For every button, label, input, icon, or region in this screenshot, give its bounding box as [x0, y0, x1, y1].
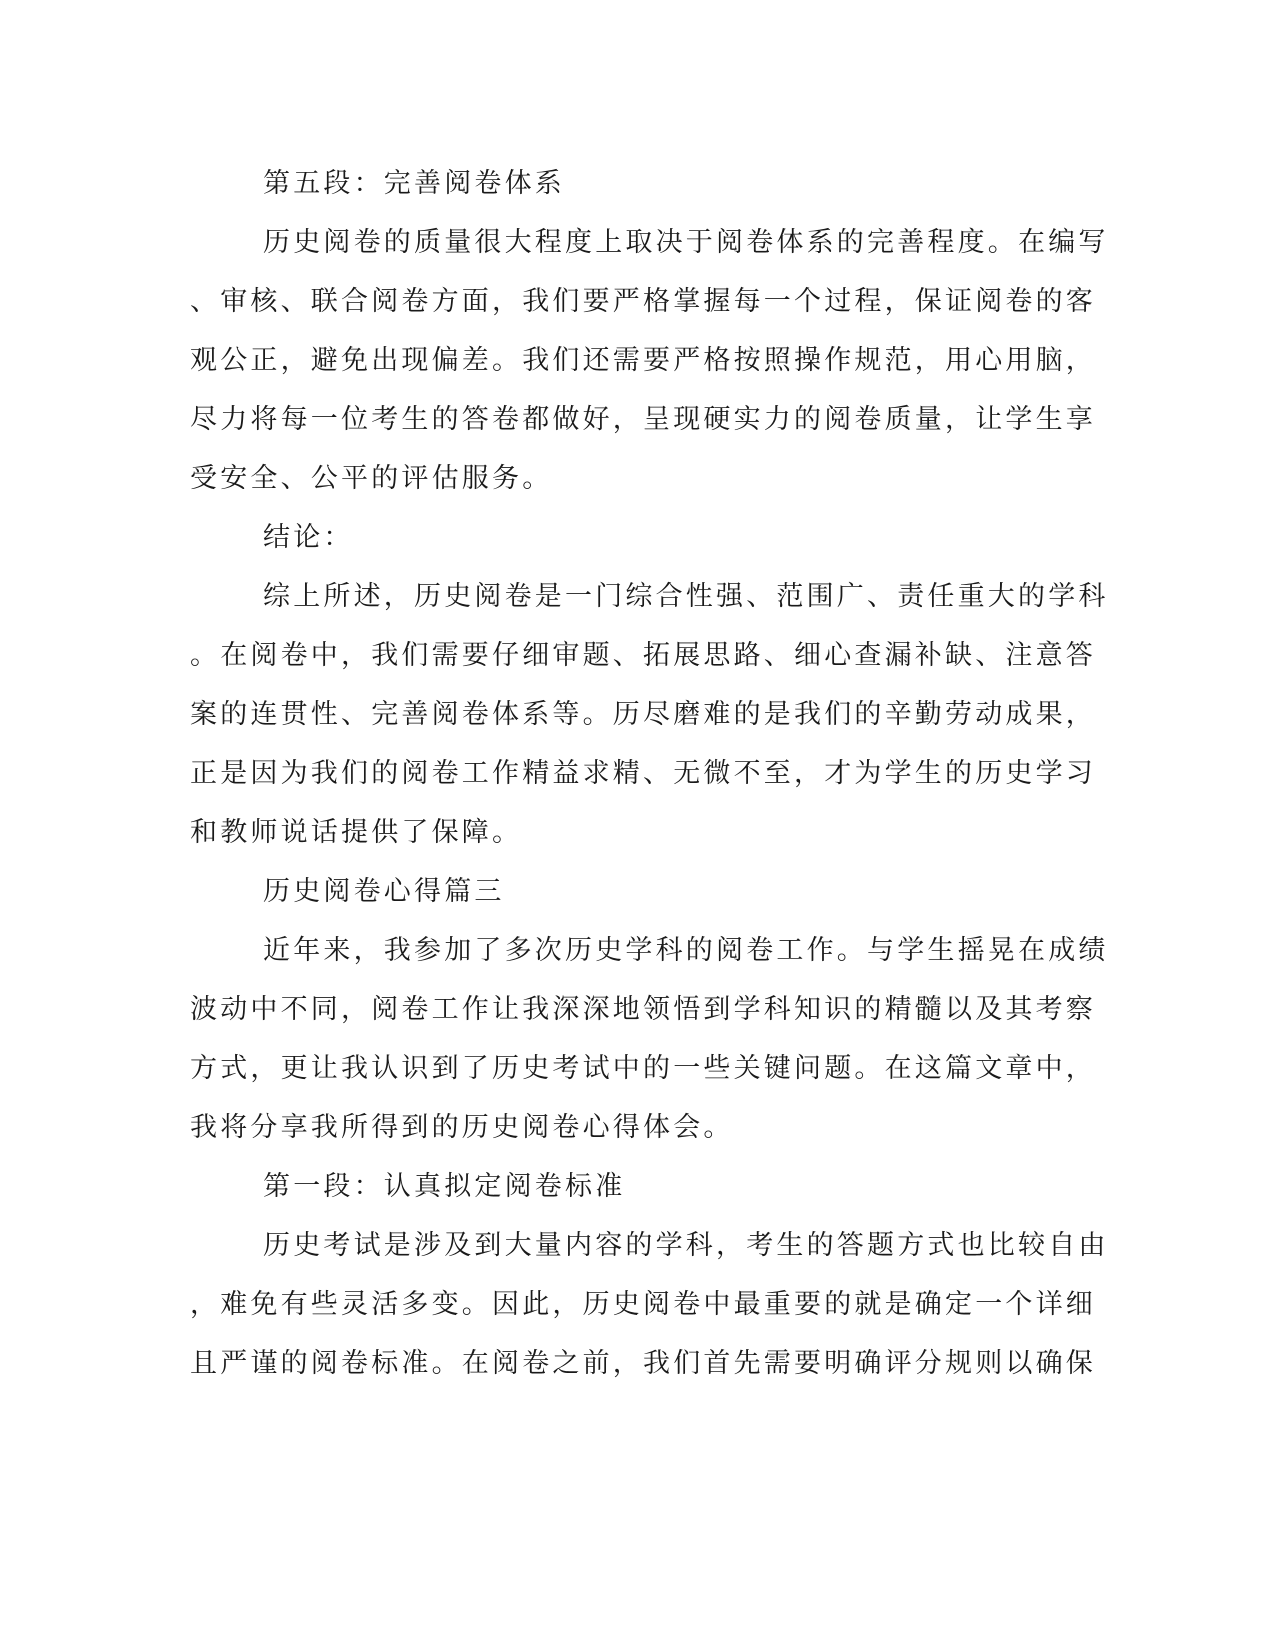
text-line: 尽力将每一位考生的答卷都做好，呈现硬实力的阅卷质量，让学生享 — [190, 404, 1096, 435]
text-line: 案的连贯性、完善阅卷体系等。历尽磨难的是我们的辛勤劳动成果， — [190, 699, 1096, 730]
text-line: ，难免有些灵活多变。因此，历史阅卷中最重要的就是确定一个详细 — [190, 1289, 1096, 1320]
text-line: 观公正，避免出现偏差。我们还需要严格按照操作规范，用心用脑， — [190, 345, 1096, 376]
article-heading: 历史阅卷心得篇三 — [263, 876, 505, 907]
text-line: 方式，更让我认识到了历史考试中的一些关键问题。在这篇文章中， — [190, 1053, 1096, 1084]
text-line: 近年来，我参加了多次历史学科的阅卷工作。与学生摇晃在成绩 — [263, 935, 1109, 966]
text-line: 、审核、联合阅卷方面，我们要严格掌握每一个过程，保证阅卷的客 — [190, 286, 1096, 317]
text-line: 综上所述，历史阅卷是一门综合性强、范围广、责任重大的学科 — [263, 581, 1109, 612]
text-line: 波动中不同，阅卷工作让我深深地领悟到学科知识的精髓以及其考察 — [190, 994, 1096, 1025]
conclusion-heading: 结论： — [263, 522, 354, 553]
section-heading-5: 第五段：完善阅卷体系 — [263, 168, 565, 199]
text-line: 受安全、公平的评估服务。 — [190, 463, 553, 494]
text-line: 和教师说话提供了保障。 — [190, 817, 523, 848]
section-heading-1: 第一段：认真拟定阅卷标准 — [263, 1171, 626, 1202]
text-line: 历史考试是涉及到大量内容的学科，考生的答题方式也比较自由 — [263, 1230, 1109, 1261]
text-line: 正是因为我们的阅卷工作精益求精、无微不至，才为学生的历史学习 — [190, 758, 1096, 789]
text-line: 且严谨的阅卷标准。在阅卷之前，我们首先需要明确评分规则以确保 — [190, 1348, 1096, 1379]
text-line: 我将分享我所得到的历史阅卷心得体会。 — [190, 1112, 734, 1143]
text-line: 。在阅卷中，我们需要仔细审题、拓展思路、细心查漏补缺、注意答 — [190, 640, 1096, 671]
text-line: 历史阅卷的质量很大程度上取决于阅卷体系的完善程度。在编写 — [263, 227, 1109, 258]
